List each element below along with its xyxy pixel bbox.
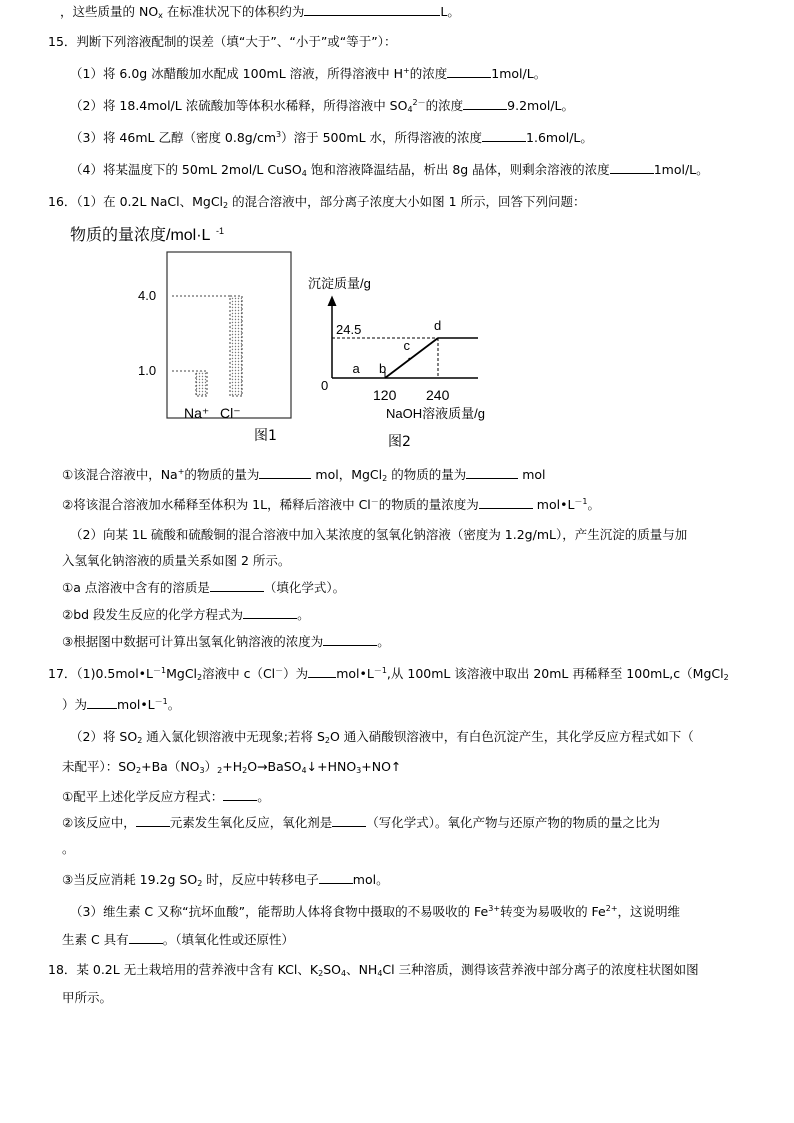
answer-blank[interactable] [479, 497, 533, 509]
text: mol，MgCl [311, 467, 383, 482]
text: ②bd 段发生反应的化学方程式为 [62, 607, 244, 622]
question-15-4 [70, 162, 709, 178]
superscript: －1 [153, 666, 167, 675]
fig2-xlabel: NaOH溶液质量/g [386, 406, 485, 421]
text: 饱和溶液降温结晶，析出 8g 晶体，则剩余溶液的浓度 [306, 162, 610, 177]
superscript: －1 [154, 697, 168, 706]
text: 的浓度 [425, 98, 464, 113]
subscript: 2 [197, 879, 203, 888]
text: ①该混合溶液中，Na [62, 467, 178, 482]
answer-blank[interactable] [323, 634, 377, 646]
text: 的物质的量为 [387, 467, 467, 482]
question-15-3 [70, 130, 593, 146]
text: （2）将 SO [70, 729, 138, 744]
fig1-ylabel-sup: -1 [216, 226, 225, 236]
fig2-point-c [408, 358, 410, 360]
text: ） [204, 759, 218, 774]
text: 元素发生氧化反应，氧化剂是 [169, 815, 333, 830]
question-17-c3 [62, 872, 389, 888]
text: O→BaSO [247, 759, 302, 774]
question-17-3 [70, 904, 680, 920]
subscript: 3 [199, 766, 205, 775]
question-17-2-cont [62, 759, 401, 775]
text: mol•L [532, 497, 575, 512]
text: 9.2mol/L。 [507, 98, 575, 113]
figure-1-bar-chart [60, 222, 300, 422]
superscript: 2－ [412, 98, 426, 107]
fig2-ytick-label: 24.5 [336, 322, 362, 337]
text: +H [222, 759, 243, 774]
question-16-2: （2）向某 1L 硫酸和硫酸铜的混合溶液中加入某浓度的氢氧化钠溶液（密度为 1.2g/mL），产生沉淀的质量与加 [70, 527, 688, 542]
text: SO [323, 962, 341, 977]
text: 、NH [346, 962, 378, 977]
superscript: + [177, 467, 185, 476]
text: ①a 点溶液中含有的溶质是 [62, 580, 210, 595]
question-15: 15．判断下列溶液配制的误差（填“大于”、“小于”或“等于”）： [48, 34, 397, 49]
superscript: －1 [574, 497, 588, 506]
text: 。 [167, 697, 181, 712]
text: ，这些质量的 NO [60, 4, 159, 19]
superscript: 3+ [488, 904, 501, 913]
question-17-c2 [62, 815, 660, 831]
text: L。 [440, 4, 460, 19]
subscript: 2 [223, 201, 229, 210]
text: 溶液中 c（Cl [202, 666, 276, 681]
answer-blank[interactable] [243, 607, 297, 619]
question-17-c1 [62, 789, 270, 805]
text: 。 [587, 497, 601, 512]
text: O 通入硝酸钡溶液中，有白色沉淀产生，其化学反应方程式如下（ [329, 729, 694, 744]
text: ③根据图中数据可计算出氢氧化钠溶液的浓度为 [62, 634, 324, 649]
text: 通入氯化钡溶液中无现象;若将 S [142, 729, 325, 744]
text: MgCl [166, 666, 198, 681]
fig1-ylabel: 物质的量浓度/mol·L [70, 227, 211, 244]
text: 的物质的量浓度为 [378, 497, 479, 512]
figure-1-caption: 图1 [254, 428, 277, 444]
subscript: 2 [318, 969, 324, 978]
subscript: 2 [723, 673, 729, 682]
text: （写化学式）。氧化产物与还原产物的物质的量之比为 [366, 815, 660, 830]
answer-blank[interactable] [308, 666, 336, 678]
answer-blank[interactable] [447, 66, 491, 78]
text: 17．（1)0.5mol•L [48, 666, 153, 681]
question-17 [48, 666, 729, 682]
subscript: 4 [340, 969, 347, 978]
superscript: － [370, 497, 379, 506]
text: 1mol/L。 [491, 66, 547, 81]
text: （4）将某温度下的 50mL 2mol/L CuSO [70, 162, 302, 177]
text: mol [518, 467, 546, 482]
text: 。 [257, 789, 270, 804]
text: 的物质的量为 [184, 467, 260, 482]
text: ②该反应中， [62, 815, 136, 830]
answer-blank[interactable] [319, 872, 353, 884]
text: 。 [297, 607, 310, 622]
fig2-point-label: b [379, 361, 387, 376]
fig1-frame [167, 252, 291, 418]
text: （2）将 18.4mol/L 浓硫酸加等体积水稀释，所得溶液中 SO [70, 98, 408, 113]
subscript: 4 [407, 105, 413, 114]
question-16-c2 [62, 607, 310, 623]
text: 。（填氧化性或还原性） [162, 932, 294, 947]
fig1-ytick-label: 1.0 [138, 363, 157, 378]
text: 未配平）：SO [62, 759, 137, 774]
text: ②将该混合溶液加水稀释至体积为 1L，稀释后溶液中 Cl [62, 497, 371, 512]
superscript: 3 [276, 130, 282, 139]
subscript: 2 [197, 673, 203, 682]
question-16-a [62, 467, 546, 483]
superscript: － [275, 666, 284, 675]
figure-2-caption: 图2 [388, 434, 411, 450]
text: 1mol/L。 [653, 162, 709, 177]
text: +Ba（NO [141, 759, 200, 774]
fig2-line-bd [385, 338, 438, 378]
text: ，这说明维 [617, 904, 681, 919]
question-17-2 [70, 729, 694, 745]
text: 18．某 0.2L 无土栽培用的营养液中含有 KCl、K [48, 962, 319, 977]
answer-blank[interactable] [223, 789, 257, 801]
text: mol。 [352, 872, 389, 887]
text: ）溶于 500mL 水，所得溶液的浓度 [281, 130, 483, 145]
text: ↓+HNO [306, 759, 357, 774]
subscript: 4 [301, 766, 307, 775]
answer-blank[interactable] [304, 4, 440, 16]
text: 。 [377, 634, 390, 649]
answer-blank[interactable] [259, 467, 311, 479]
answer-blank[interactable] [610, 162, 654, 174]
text: ①配平上述化学反应方程式： [62, 789, 224, 804]
text: +NO↑ [361, 759, 402, 774]
subscript: 2 [382, 474, 388, 483]
question-17-c2-cont: 。 [62, 841, 75, 856]
fig1-bar [230, 296, 242, 396]
answer-blank[interactable] [332, 815, 366, 827]
figure-2-line-chart [306, 270, 506, 430]
fig1-ytick-label: 4.0 [138, 288, 157, 303]
question-16-c1 [62, 580, 345, 596]
text: ③当反应消耗 19.2g SO [62, 872, 198, 887]
superscript: －1 [373, 666, 387, 675]
subscript: 2 [136, 766, 142, 775]
fig2-point-label: c [403, 338, 410, 353]
text: mol•L [117, 697, 155, 712]
subscript: 4 [301, 169, 307, 178]
text: ）为 [62, 697, 88, 712]
text: 生素 C 具有 [62, 932, 129, 947]
text: 的浓度 [409, 66, 448, 81]
subscript: 3 [356, 766, 362, 775]
subscript: 2 [324, 736, 330, 745]
question-15-2 [70, 98, 574, 114]
fig2-xtick-label: 240 [426, 387, 450, 403]
text: 的混合溶液中，部分离子浓度大小如图 1 所示，回答下列问题： [228, 194, 586, 209]
question-16-2-cont: 入氢氧化钠溶液的质量关系如图 2 所示。 [62, 553, 291, 568]
subscript: 2 [217, 766, 223, 775]
fig1-category-label: Cl⁻ [220, 405, 241, 421]
superscript: + [403, 66, 410, 75]
fig1-bar [196, 371, 207, 396]
answer-blank[interactable] [136, 815, 170, 827]
fig2-point-label: a [352, 361, 360, 376]
fig1-category-label: Na⁺ [184, 405, 210, 421]
text: 转变为易吸收的 Fe [500, 904, 606, 919]
answer-blank[interactable] [87, 697, 117, 709]
answer-blank[interactable] [466, 467, 518, 479]
text-line [60, 4, 460, 20]
fig2-point-label: d [434, 318, 442, 333]
fig2-origin: 0 [321, 378, 329, 393]
text: ,从 100mL 该溶液中取出 20mL 再稀释至 100mL,c（MgCl [386, 666, 724, 681]
text: 时，反应中转移电子 [202, 872, 319, 887]
text: 1.6mol/L。 [526, 130, 593, 145]
question-15-1 [70, 66, 546, 82]
subscript: 4 [377, 969, 383, 978]
superscript: 2+ [605, 904, 618, 913]
subscript: x [158, 11, 163, 20]
text: （3）将 46mL 乙醇（密度 0.8g/cm [70, 130, 276, 145]
question-16 [48, 194, 586, 210]
answer-blank[interactable] [129, 932, 163, 944]
answer-blank[interactable] [210, 580, 264, 592]
text: Cl 三种溶质，测得该营养液中部分离子的浓度柱状图如图 [382, 962, 699, 977]
question-18 [48, 962, 699, 978]
answer-blank[interactable] [482, 130, 526, 142]
fig2-ylabel: 沉淀质量/g [308, 276, 371, 291]
question-17-3-cont [62, 932, 294, 948]
fig2-xtick-label: 120 [373, 387, 397, 403]
question-16-c3 [62, 634, 390, 650]
question-16-b [62, 497, 600, 513]
text: （填化学式）。 [263, 580, 346, 595]
text: 在标准状况下的体积约为 [162, 4, 305, 19]
text: （1）将 6.0g 冰醋酸加水配成 100mL 溶液，所得溶液中 H [70, 66, 404, 81]
answer-blank[interactable] [463, 98, 507, 110]
text: mol•L [336, 666, 374, 681]
text: 16．（1）在 0.2L NaCl、MgCl [48, 194, 224, 209]
text: （3）维生素 C 又称“抗坏血酸”，能帮助人体将食物中摄取的不易吸收的 Fe [70, 904, 489, 919]
subscript: 2 [242, 766, 248, 775]
text: ）为 [283, 666, 309, 681]
subscript: 2 [137, 736, 143, 745]
question-18-cont: 甲所示。 [62, 990, 113, 1005]
question-17-cont [62, 697, 180, 713]
